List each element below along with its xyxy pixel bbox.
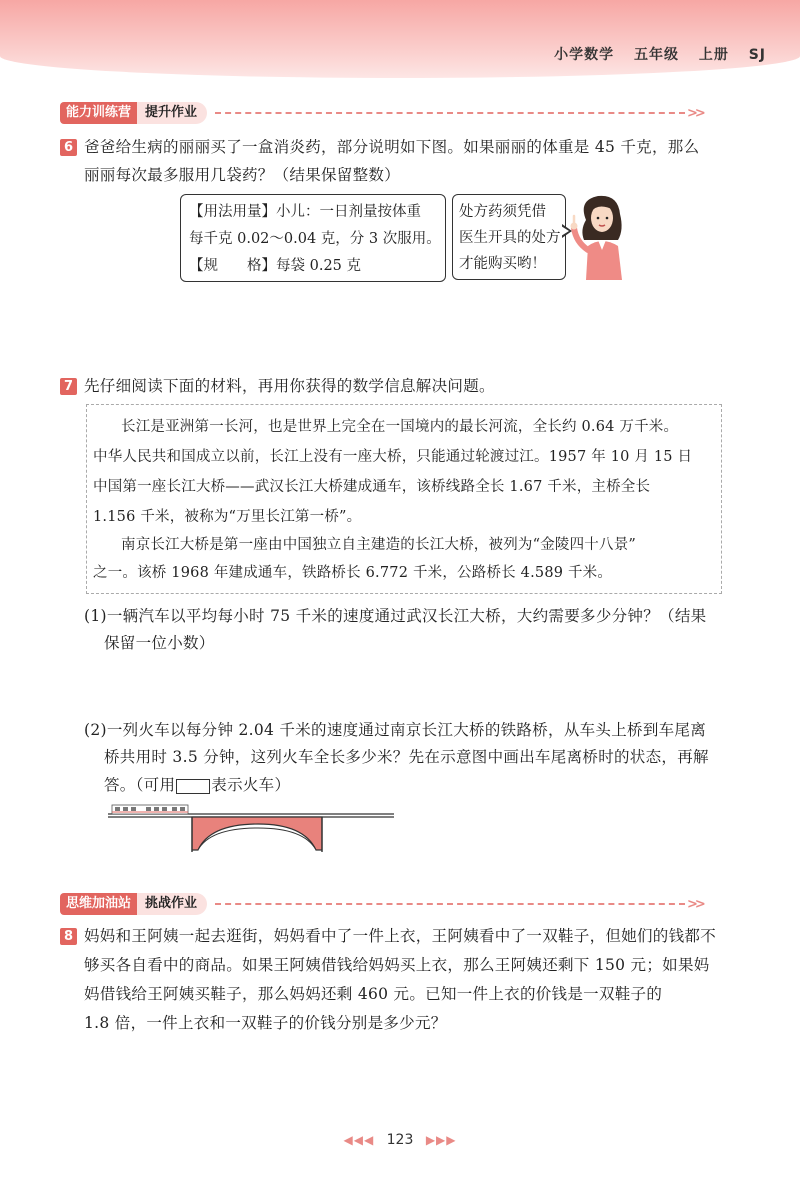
reading-line: 中国第一座长江大桥——武汉长江大桥建成通车，该桥线路全长 1.67 千米，主桥全长 — [93, 479, 651, 495]
subquestion-text-part: 答。（可用 — [104, 776, 176, 794]
usage-line: 每千克 0.02～0.04 克，分 3 次服用。 — [189, 231, 441, 247]
header-band — [0, 0, 800, 78]
section-subtag-label: 挑战作业 — [137, 893, 207, 915]
subquestion-text: 保留一位小数） — [104, 634, 215, 652]
question-text: 够买各自看中的商品。如果王阿姨借钱给妈妈买上衣，那么王阿姨还剩下 150 元；如果妈 — [84, 956, 710, 974]
header-info — [540, 44, 766, 64]
reading-line: 南京长江大桥是第一座由中国独立自主建造的长江大桥，被列为“金陵四十八景” — [121, 537, 637, 553]
section-tag-label: 思维加油站 — [60, 893, 137, 915]
header-edition: SJ — [748, 47, 766, 63]
bubble-line: 处方药须凭借 — [459, 204, 546, 220]
teacher-illustration — [568, 190, 634, 280]
subquestion-text: (2)一列火车以每分钟 2.04 千米的速度通过南京长江大桥的铁路桥，从车头上桥到车尾离 — [84, 721, 707, 739]
question-number: 7 — [60, 378, 77, 395]
subquestion-text: (1)一辆汽车以平均每小时 75 千米的速度通过武汉长江大桥，大约需要多少分钟？（结果 — [84, 607, 707, 625]
header-grade: 五年级 — [633, 47, 679, 63]
bubble-line: 才能购买哟！ — [459, 256, 546, 272]
medicine-usage-box — [180, 194, 446, 282]
header-volume: 上册 — [698, 47, 729, 63]
section-subtag-label: 提升作业 — [137, 102, 207, 124]
question-text: 1.8 倍，一件上衣和一双鞋子的价钱分别是多少元？ — [84, 1014, 447, 1032]
speech-bubble — [452, 194, 566, 280]
question-text: 先仔细阅读下面的材料，再用你获得的数学信息解决问题。 — [84, 377, 495, 395]
dashed-divider — [215, 903, 685, 905]
prev-arrows-icon: ◀◀◀ — [343, 1133, 375, 1147]
double-chevron-icon: >> — [687, 105, 703, 121]
page-footer — [0, 1132, 800, 1148]
section-tag-label: 能力训练营 — [60, 102, 137, 124]
reading-material-box — [86, 404, 722, 594]
subquestion-text — [104, 775, 290, 795]
question-number: 8 — [60, 928, 77, 945]
bridge-diagram — [106, 802, 396, 858]
header-subject: 小学数学 — [554, 47, 615, 63]
next-arrows-icon: ▶▶▶ — [425, 1133, 457, 1147]
page-number: 123 — [386, 1132, 414, 1148]
double-chevron-icon: >> — [687, 896, 703, 912]
question-text: 爸爸给生病的丽丽买了一盒消炎药，部分说明如下图。如果丽丽的体重是 45 千克，那么 — [84, 138, 700, 156]
train-symbol-box — [176, 779, 210, 794]
subquestion-text: 桥共用时 3.5 分钟，这列火车全长多少米？先在示意图中画出车尾离桥时的状态，再解 — [104, 748, 709, 766]
question-text: 妈妈和王阿姨一起去逛街，妈妈看中了一件上衣，王阿姨看中了一双鞋子，但她们的钱都不 — [84, 927, 717, 945]
usage-line: 【规 格】每袋 0.25 克 — [189, 258, 362, 274]
bubble-line: 医生开具的处方 — [459, 230, 561, 246]
reading-line: 之一。该桥 1968 年建成通车，铁路桥长 6.772 千米，公路桥长 4.589 千米。 — [93, 565, 613, 581]
question-text: 妈借钱给王阿姨买鞋子，那么妈妈还剩 460 元。已知一件上衣的价钱是一双鞋子的 — [84, 985, 663, 1003]
dashed-divider — [215, 112, 685, 114]
usage-line: 【用法用量】小儿：一日剂量按体重 — [189, 204, 421, 220]
train-icon — [112, 805, 188, 814]
reading-line: 1.156 千米，被称为“万里长江第一桥”。 — [93, 509, 362, 525]
question-text: 丽丽每次最多服用几袋药？（结果保留整数） — [84, 166, 401, 184]
question-number: 6 — [60, 139, 77, 156]
reading-line: 中华人民共和国成立以前，长江上没有一座大桥，只能通过轮渡过江。1957 年 10 月 15 日 — [93, 449, 693, 465]
subquestion-text-part: 表示火车） — [211, 776, 291, 794]
section-tag-challenge — [60, 893, 703, 915]
reading-line: 长江是亚洲第一长河，也是世界上完全在一国境内的最长河流，全长约 0.64 万千米。 — [121, 419, 679, 435]
section-tag-practice — [60, 102, 703, 124]
